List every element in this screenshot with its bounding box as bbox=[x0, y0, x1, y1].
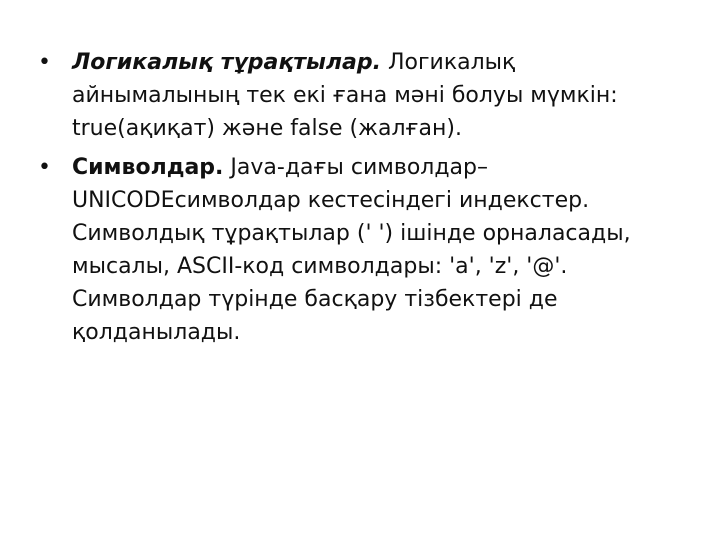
bullet-item-characters bbox=[38, 151, 688, 349]
bullet-list bbox=[38, 46, 688, 355]
bullet-text-logical-constants: Логикалық айнымалының тек екі ғана мәні болуы мүмкін: true(ақиқат) және false (жалған). bbox=[72, 50, 618, 141]
bullet-marker: • bbox=[38, 50, 51, 75]
bullet-marker: • bbox=[38, 155, 51, 180]
bullet-term-characters: Символдар. bbox=[72, 155, 224, 180]
bullet-item-logical-constants bbox=[38, 46, 688, 145]
bullet-term-logical-constants: Логикалық тұрақтылар. bbox=[72, 50, 381, 75]
bullet-text-characters: Java-дағы символдар–UNICODEсимволдар кестесіндегі индекстер. Символдық тұрақтылар (' ') ішінде орналасады, мысалы, ASCII-код символдары: 'a', 'z', '@'. Символдар түрінде басқару тізбектері де қолданылады. bbox=[72, 155, 631, 345]
